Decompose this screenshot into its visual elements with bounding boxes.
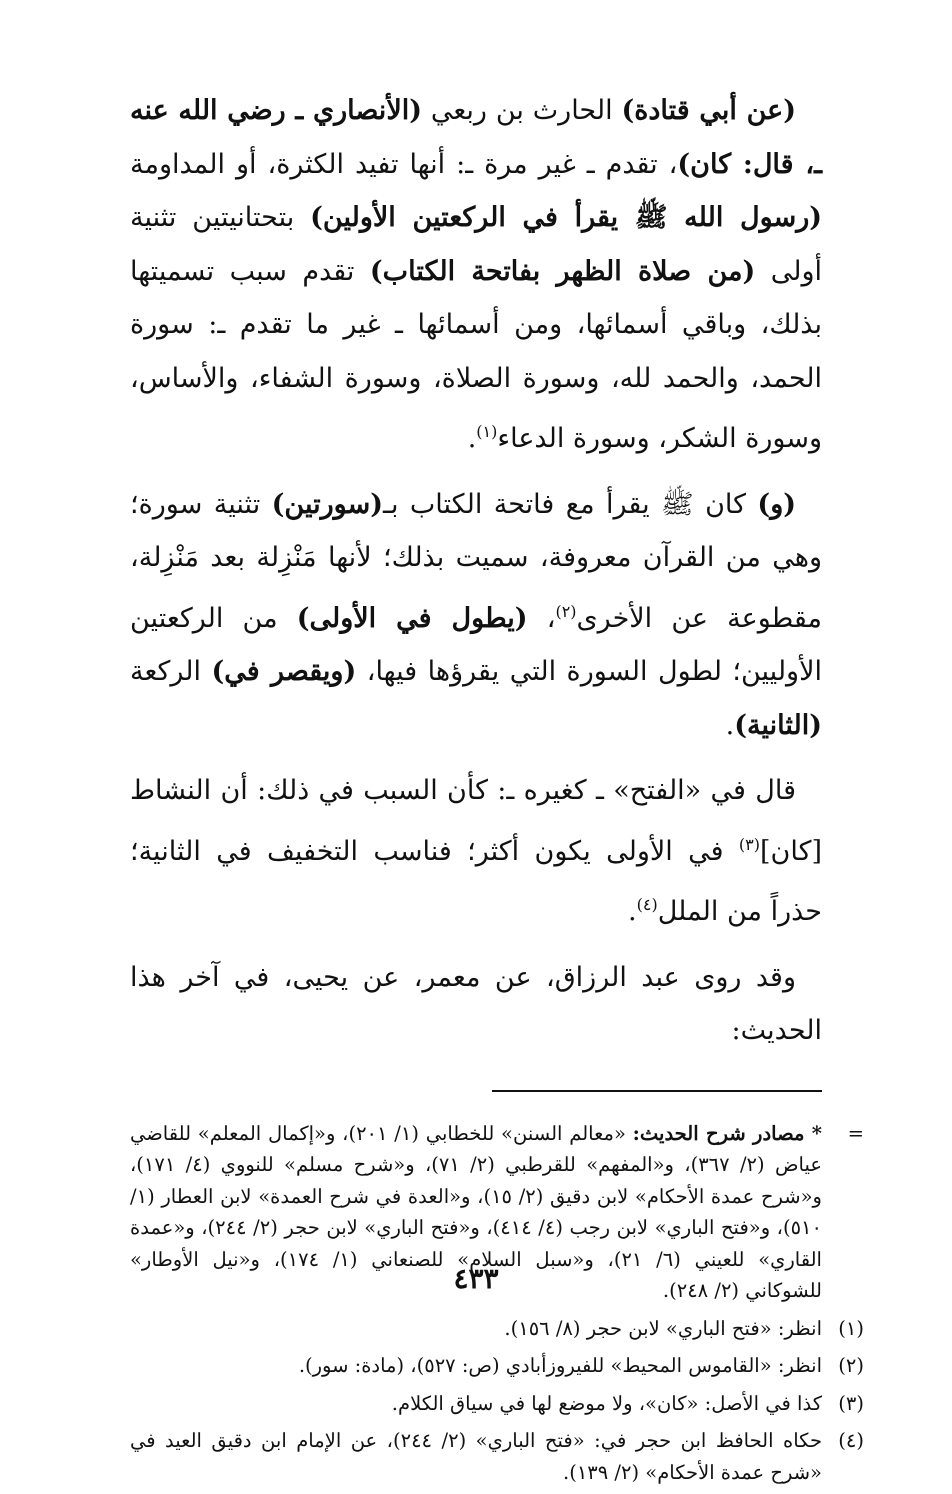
commentary-text: ، [527,602,556,634]
paragraph-3 [130,764,822,939]
footnote-number: (٤) [838,1429,864,1452]
sources-label: * مصادر شرح الحديث: [632,1121,822,1145]
hadith-text: (الثانية) [734,709,822,741]
hadith-text: (رسول الله ﷺ يقرأ في الركعتين الأولين) [310,202,823,233]
footnote-2 [130,1350,864,1382]
paragraph-2 [130,478,822,753]
commentary-text: تثنية سورة؛ وهي من القرآن معروفة، سميت بذلك؛ لأنها مَنْزِلة بعد مَنْزِلة، مقطوعة عن الأخرى [130,488,822,634]
commentary-text: بتحتانيتين تثنية أولى [130,202,822,287]
footnote-ref-4[interactable]: (٤) [636,895,658,914]
paragraph-4: وقد روى عبد الرزاق، عن معمر، عن يحيى، في آخر هذا الحديث: [130,961,822,1046]
footnote-text: انظر: «القاموس المحيط» للفيروزأبادي (ص: ٥٢٧)، (مادة: سور). [298,1354,822,1377]
hadith-text: (سورتين) [271,488,384,520]
footnote-4 [130,1425,864,1488]
hadith-text: (يطول في الأولى) [296,602,528,634]
footnote-ref-2[interactable]: (٢) [555,601,577,621]
commentary-text: الركعة [130,656,212,687]
commentary-text: . [467,423,477,454]
paragraph-1 [130,84,822,466]
hadith-text: (و) [757,488,797,520]
hadith-text: (الأنصاري ـ رضي الله عنه ـ، قال: كان) [130,95,822,180]
sources-text: «معالم السنن» للخطابي (١/ ٢٠١)، و«إكمال المعلم» للقاضي عياض (٢/ ٣٦٧)، و«المفهم» للقرطبي (٢/ ٧١)، و«شرح مسلم» للنووي (٤/ ١٧١)، و«شرح عمدة الأحكام» لابن دقيق (٢/ ١٥)، و«العدة في شرح العمدة» لابن العطار (١/ ٥١٠)، و«فتح الباري» لابن رجب (٤/ ٤١٤)، و«فتح الباري» لابن حجر (٢/ ٢٤٤)، و«عمدة القاري» للعيني (٦/ ٢١)، و«سبل السلام» للصنعاني (١/ ١٧٤)، و«نيل الأوطار» للشوكاني (٢/ ٢٤٨). [130,1121,822,1302]
footnote-text: انظر: «فتح الباري» لابن حجر (٨/ ١٥٦). [504,1316,822,1340]
commentary-text: قال في «الفتح» ـ كغيره ـ: كأن السبب في ذلك: أن النشاط [كان] [130,775,822,867]
footnote-continuation-marker: = [847,1121,864,1145]
footnote-number: (٢) [838,1354,864,1377]
commentary-text: كان ﷺ يقرأ مع فاتحة الكتاب بـ [383,488,758,520]
page-number: ٤٣٣ [453,1262,499,1295]
commentary-text: الحارث بن ربعي [422,95,622,126]
footnote-separator [492,1090,822,1092]
hadith-text: (من صلاة الظهر بفاتحة الكتاب) [369,255,756,287]
commentary-text: في الأولى يكون أكثر؛ فناسب التخفيف في الثانية؛ حذراً من الملل [130,835,822,927]
hadith-text: (عن أبي قتادة) [621,95,797,126]
commentary-text: ، تقدم ـ غير مرة ـ: أنها تفيد الكثرة، أو المداومة [130,148,678,180]
footnote-text: كذا في الأصل: «كان»، ولا موضع لها في سياق الكلام. [391,1391,822,1415]
footnote-ref-1[interactable]: (١) [476,422,498,441]
commentary-text: . [628,896,637,927]
hadith-text: (ويقصر في) [211,656,357,687]
commentary-text: . [725,709,735,741]
footnotes [130,1118,864,1489]
commentary-text: من الركعتين الأوليين؛ لطول السورة التي يقرؤها فيها، [130,602,822,687]
footnote-text: حكاه الحافظ ابن حجر في: «فتح الباري» (٢/ ٢٤٤)، عن الإمام ابن دقيق العيد في «شرح عمدة الأحكام» (٢/ ١٣٩). [130,1429,823,1484]
footnote-1 [130,1313,864,1345]
footnote-separator-wrap [130,1070,822,1118]
footnote-ref-3[interactable]: (٣) [738,834,761,854]
footnote-number: (٣) [838,1391,864,1415]
footnote-3 [130,1388,864,1420]
main-text [130,84,822,1058]
footnote-number: (١) [838,1316,864,1340]
commentary-text: تقدم سبب تسميتها بذلك، وباقي أسمائها، ومن أسمائها ـ غير ما تقدم ـ: سورة الحمد، والحمد لله، وسورة الصلاة، وسورة الشفاء، والأساس، وسورة الشكر، وسورة الدعاء [130,255,822,454]
